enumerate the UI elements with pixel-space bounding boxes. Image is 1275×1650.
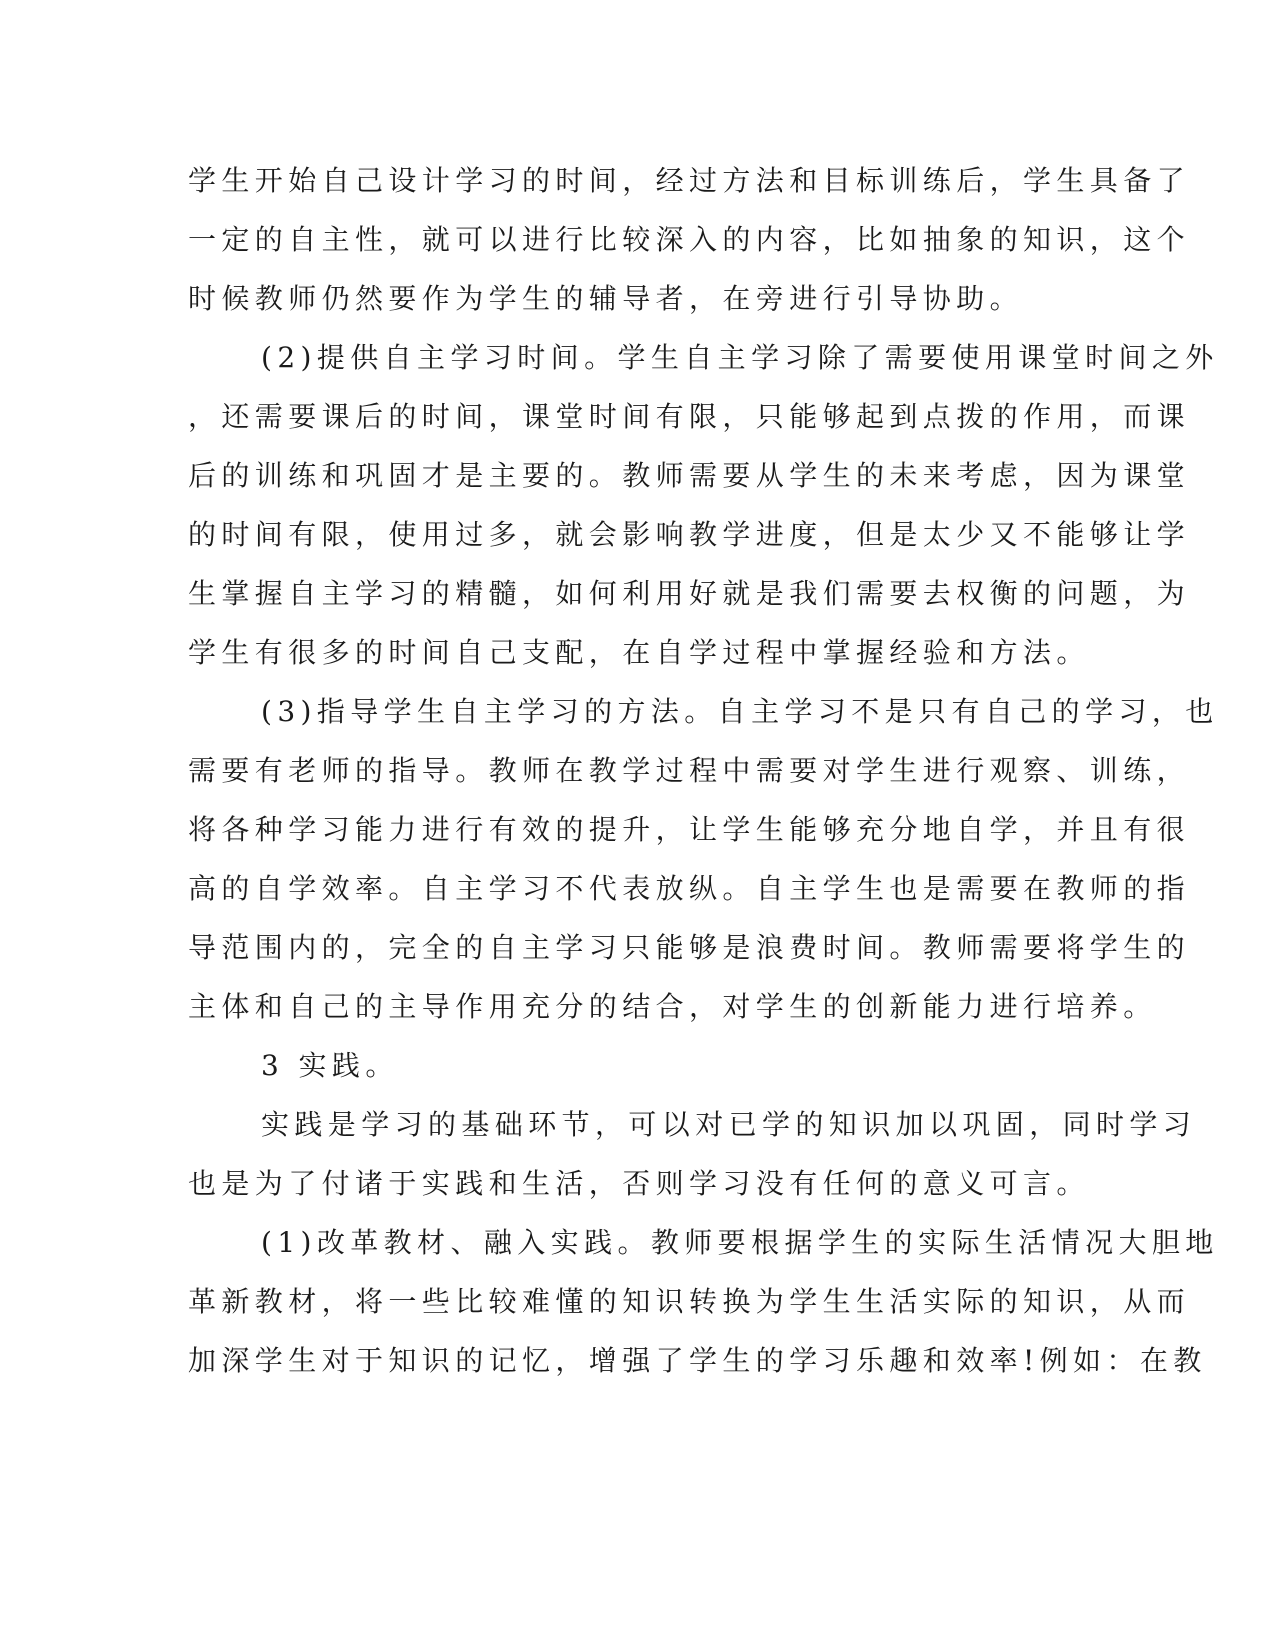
text-line: (1)改革教材、融入实践。教师要根据学生的实际生活情况大胆地 [261,1226,1219,1259]
text-line: 也是为了付诸于实践和生活，否则学习没有任何的意义可言。 [188,1167,1090,1200]
text-line: 导范围内的，完全的自主学习只能够是浪费时间。教师需要将学生的 [188,931,1191,964]
text-line: (3)指导学生自主学习的方法。自主学习不是只有自己的学习，也 [261,695,1219,728]
section-heading: 3 实践。 [261,1049,399,1082]
text-line: 实践是学习的基础环节，可以对已学的知识加以巩固，同时学习 [261,1108,1197,1141]
text-line: 需要有老师的指导。教师在教学过程中需要对学生进行观察、训练， [188,754,1191,787]
text-line: (2)提供自主学习时间。学生自主学习除了需要使用课堂时间之外 [261,341,1219,374]
text-line: ，还需要课后的时间，课堂时间有限，只能够起到点拨的作用，而课 [188,400,1191,433]
text-line: 的时间有限，使用过多，就会影响教学进度，但是太少又不能够让学 [188,518,1191,551]
text-line: 一定的自主性，就可以进行比较深入的内容，比如抽象的知识，这个 [188,223,1191,256]
text-line: 革新教材，将一些比较难懂的知识转换为学生生活实际的知识，从而 [188,1285,1191,1318]
text-line: 后的训练和巩固才是主要的。教师需要从学生的未来考虑，因为课堂 [188,459,1191,492]
text-line: 加深学生对于知识的记忆，增强了学生的学习乐趣和效率!例如：在教 [188,1344,1207,1377]
text-line: 高的自学效率。自主学习不代表放纵。自主学生也是需要在教师的指 [188,872,1191,905]
text-line: 时候教师仍然要作为学生的辅导者，在旁进行引导协助。 [188,282,1024,315]
text-line: 学生开始自己设计学习的时间，经过方法和目标训练后，学生具备了 [188,164,1191,197]
text-line: 生掌握自主学习的精髓，如何利用好就是我们需要去权衡的问题，为 [188,577,1191,610]
text-line: 学生有很多的时间自己支配，在自学过程中掌握经验和方法。 [188,636,1090,669]
text-line: 主体和自己的主导作用充分的结合，对学生的创新能力进行培养。 [188,990,1157,1023]
text-line: 将各种学习能力进行有效的提升，让学生能够充分地自学，并且有很 [188,813,1191,846]
